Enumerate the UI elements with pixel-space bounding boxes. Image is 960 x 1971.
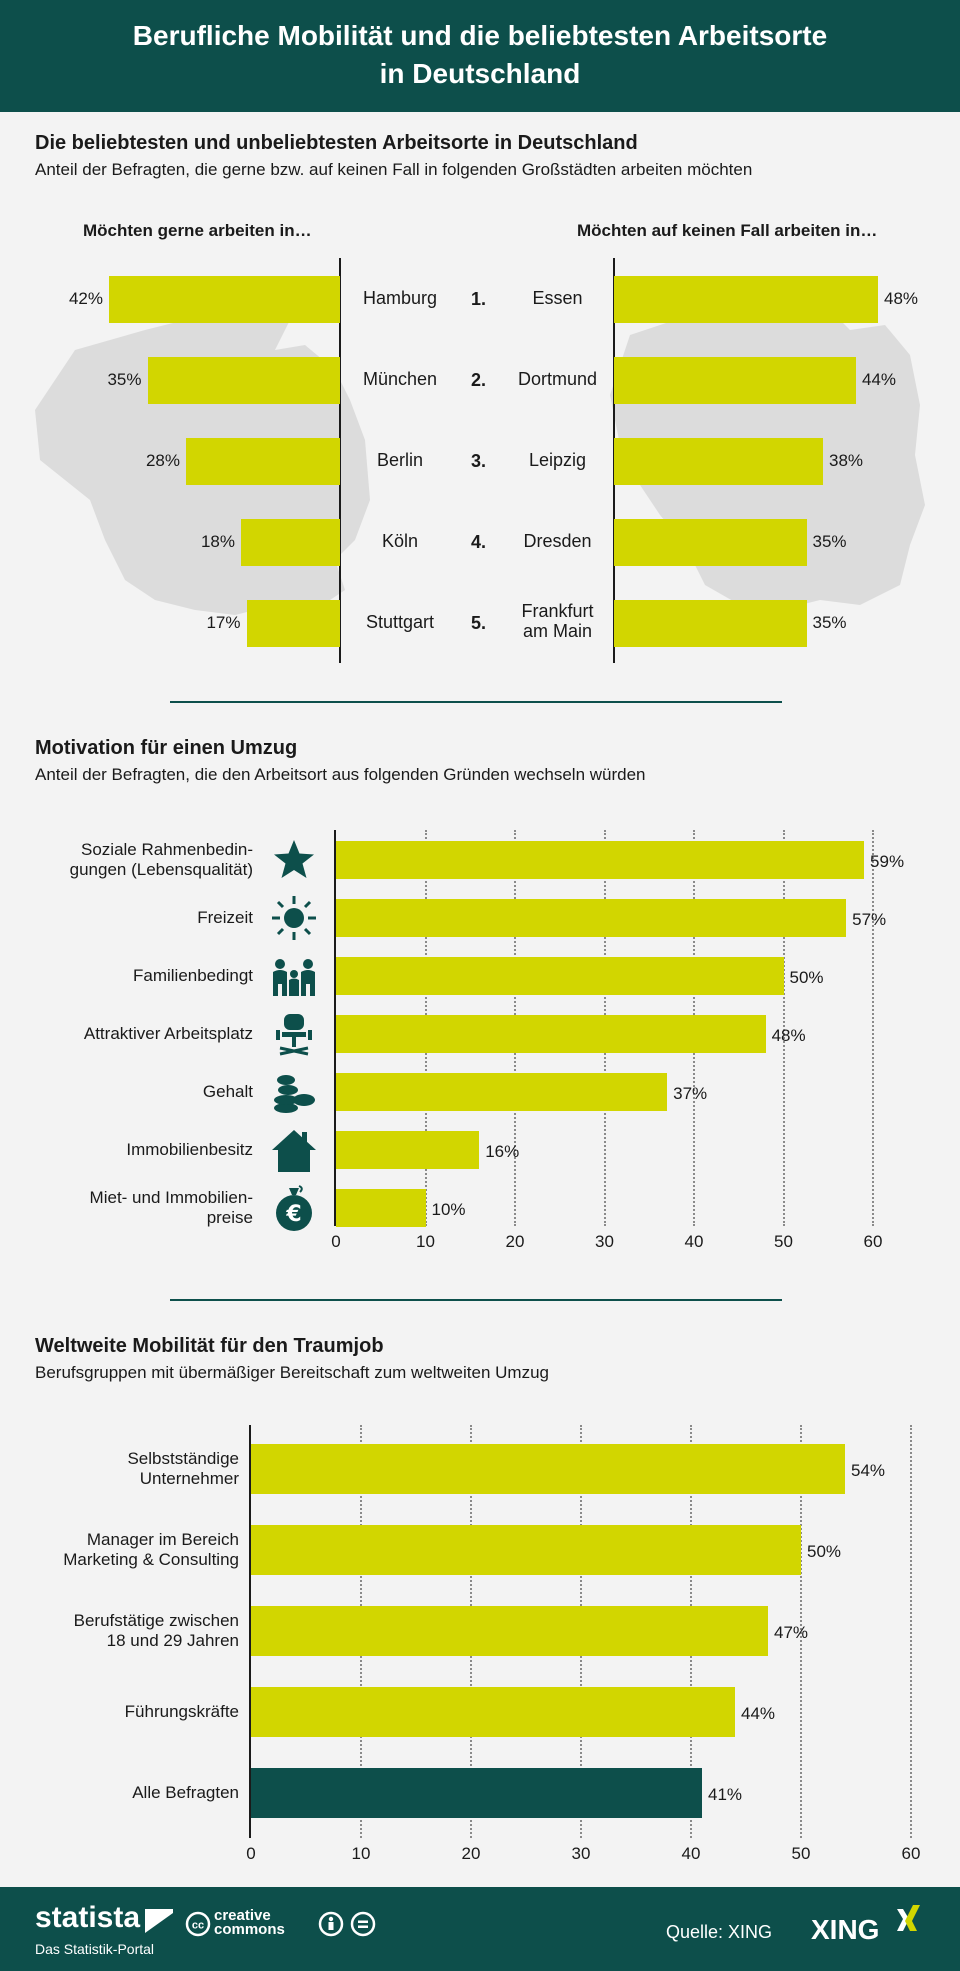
category-label-4: Attraktiver Arbeitsplatz [83, 1024, 253, 1043]
city-label-dislike-3: Leipzig [528, 450, 587, 470]
xing-logo: XING [811, 1914, 880, 1945]
category-label-2: Manager im Bereich Marketing & Consulting [63, 1530, 239, 1570]
bar-4 [251, 1687, 735, 1737]
gridline-60 [910, 1425, 912, 1838]
bar-7 [336, 1189, 426, 1227]
category-label-1: Soziale Rahmenbedin- gungen (Lebensqualität) [69, 840, 253, 880]
value-label-1: 59% [870, 852, 905, 871]
gridline-60 [872, 830, 874, 1226]
value-label-like-2: 35% [107, 370, 142, 389]
city-label-dislike-5: Frankfurt am Main [521, 601, 594, 641]
bar-1 [251, 1444, 845, 1494]
x-tick-40: 40 [681, 1844, 701, 1863]
bar-1 [336, 841, 864, 879]
svg-text:€: € [286, 1202, 302, 1227]
divider-2 [170, 1299, 782, 1301]
x-tick-0: 0 [331, 1232, 341, 1251]
main-title-line2: in Deutschland [379, 58, 581, 89]
rank-2: 2. [471, 370, 487, 390]
section1-subtitle: Anteil der Befragten, die gerne bzw. auf keinen Fall in folgenden Großstädten arbeiten möchten [35, 160, 753, 179]
bar-like-3 [186, 438, 340, 485]
category-label-5: Alle Befragten [132, 1783, 239, 1802]
category-label-1: Selbstständige Unternehmer [127, 1449, 239, 1489]
cc-text-line1: creative [214, 1907, 271, 1924]
city-label-dislike-1: Essen [532, 288, 583, 308]
statista-logo: statista [35, 1901, 141, 1934]
city-label-like-4: Köln [381, 531, 419, 551]
x-tick-20: 20 [461, 1844, 481, 1863]
value-label-3: 47% [774, 1623, 809, 1642]
left-column-heading: Möchten gerne arbeiten in… [83, 221, 312, 240]
rank-4: 4. [471, 532, 487, 552]
value-label-2: 50% [807, 1542, 842, 1561]
divider-1 [170, 701, 782, 703]
value-label-like-1: 42% [68, 289, 103, 308]
value-label-4: 48% [771, 1026, 806, 1045]
city-label-like-5: Stuttgart [365, 612, 435, 632]
x-tick-50: 50 [791, 1844, 811, 1863]
bar-5 [336, 1073, 667, 1111]
bar-2 [336, 899, 846, 937]
star-icon [270, 836, 318, 884]
bar-4 [336, 1015, 766, 1053]
city-label-dislike-2: Dortmund [517, 369, 598, 389]
coins-icon [270, 1068, 318, 1116]
x-tick-60: 60 [901, 1844, 921, 1863]
bar-like-2 [148, 357, 341, 404]
header-banner [0, 0, 960, 112]
value-label-4: 44% [741, 1704, 776, 1723]
statista-tagline: Das Statistik-Portal [35, 1941, 155, 1957]
bar-dislike-5 [614, 600, 807, 647]
bar-6 [336, 1131, 479, 1169]
category-label-3: Familienbedingt [132, 966, 253, 985]
section2-subtitle: Anteil der Befragten, die den Arbeitsort aus folgenden Gründen wechseln würden [35, 765, 646, 784]
city-label-like-2: München [362, 369, 438, 389]
rank-1: 1. [471, 289, 487, 309]
category-label-3: Berufstätige zwischen 18 und 29 Jahren [73, 1611, 239, 1651]
cc-nd-icon [350, 1911, 376, 1937]
x-tick-60: 60 [863, 1232, 883, 1251]
value-label-1: 54% [851, 1461, 886, 1480]
sun-icon [270, 894, 318, 942]
value-label-like-5: 17% [206, 613, 241, 632]
office-chair-icon [270, 1010, 318, 1058]
city-label-like-3: Berlin [376, 450, 424, 470]
bar-like-1 [109, 276, 340, 323]
category-label-6: Immobilienbesitz [126, 1140, 253, 1159]
city-label-like-1: Hamburg [362, 288, 438, 308]
right-column-heading: Möchten auf keinen Fall arbeiten in… [577, 221, 878, 240]
house-icon [270, 1126, 318, 1174]
cc-text-line2: commons [214, 1921, 285, 1938]
main-title-line1: Berufliche Mobilität und die beliebtesten Arbeitsorte [132, 20, 828, 51]
footer [0, 1887, 960, 1971]
xing-x-icon [893, 1903, 925, 1933]
svg-text:cc: cc [191, 1919, 205, 1932]
value-label-dislike-1: 48% [884, 289, 919, 308]
value-label-3: 50% [789, 968, 824, 987]
x-tick-10: 10 [416, 1232, 435, 1251]
x-tick-40: 40 [684, 1232, 704, 1251]
value-label-like-4: 18% [200, 532, 235, 551]
bar-like-5 [247, 600, 341, 647]
bar-like-4 [241, 519, 340, 566]
cc-by-icon [318, 1911, 344, 1937]
value-label-dislike-3: 38% [829, 451, 864, 470]
cc-text [214, 1909, 285, 1937]
bar-dislike-3 [614, 438, 823, 485]
category-label-5: Gehalt [202, 1082, 253, 1101]
city-label-dislike-4: Dresden [523, 531, 592, 551]
x-tick-20: 20 [505, 1232, 525, 1251]
bar-2 [251, 1525, 801, 1575]
value-label-dislike-2: 44% [862, 370, 897, 389]
x-tick-30: 30 [595, 1232, 614, 1251]
value-label-6: 16% [485, 1142, 520, 1161]
section2-title: Motivation für einen Umzug [35, 737, 298, 759]
x-tick-0: 0 [246, 1844, 256, 1863]
bar-dislike-1 [614, 276, 878, 323]
value-label-5: 41% [708, 1785, 743, 1804]
bar-dislike-4 [614, 519, 807, 566]
bar-3 [251, 1606, 768, 1656]
rank-3: 3. [471, 451, 487, 471]
x-tick-30: 30 [571, 1844, 591, 1863]
rank-5: 5. [471, 613, 487, 633]
statista-logo-icon [145, 1909, 173, 1933]
bar-5 [251, 1768, 702, 1818]
value-label-like-3: 28% [145, 451, 180, 470]
value-label-5: 37% [673, 1084, 708, 1103]
category-label-2: Freizeit [197, 908, 253, 927]
section3-subtitle: Berufsgruppen mit übermäßiger Bereitschaft zum weltweiten Umzug [35, 1363, 549, 1382]
value-label-7: 10% [431, 1200, 466, 1219]
value-label-dislike-5: 35% [812, 613, 847, 632]
bar-3 [336, 957, 784, 995]
source-text: Quelle: XING [666, 1922, 773, 1942]
family-icon [270, 952, 318, 1000]
cc-icon [185, 1911, 211, 1937]
x-tick-10: 10 [351, 1844, 371, 1863]
money-bag-euro-icon [270, 1184, 318, 1232]
value-label-2: 57% [852, 910, 887, 929]
category-label-4: Führungskräfte [124, 1702, 239, 1721]
section3-title: Weltweite Mobilität für den Traumjob [35, 1335, 384, 1357]
bar-dislike-2 [614, 357, 856, 404]
x-tick-50: 50 [774, 1232, 793, 1251]
category-label-7: Miet- und Immobilien- preise [89, 1188, 253, 1228]
section1-title: Die beliebtesten und unbeliebtesten Arbeitsorte in Deutschland [35, 132, 638, 154]
value-label-dislike-4: 35% [812, 532, 847, 551]
